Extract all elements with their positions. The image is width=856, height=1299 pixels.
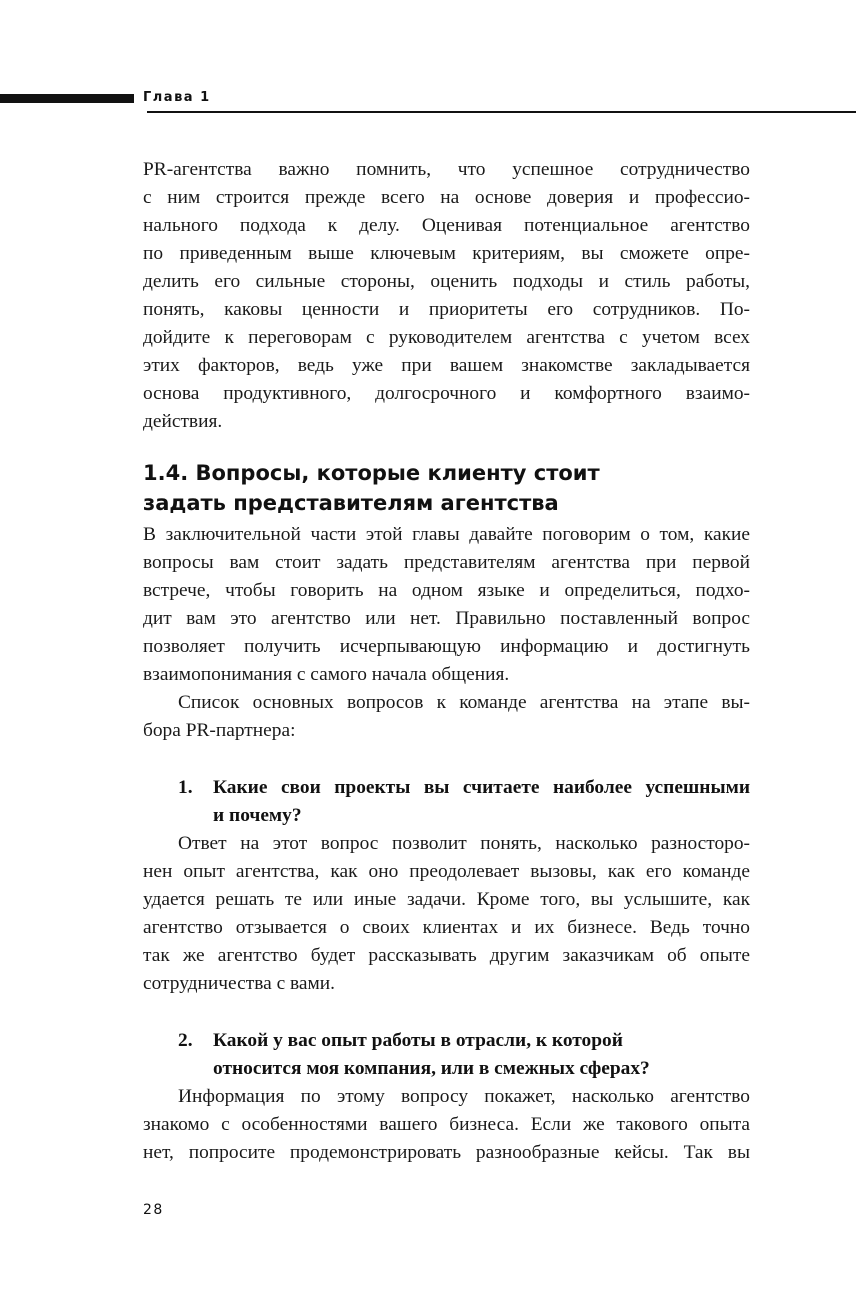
question-line: Какие свои проекты вы считаете наиболее успешными bbox=[213, 777, 750, 798]
text-line: агентство отзывается о своих клиентах и их бизнесе. Ведь точно bbox=[143, 917, 750, 938]
section-heading-line-2: задать представителям агентства bbox=[143, 491, 559, 515]
paragraph-4 bbox=[143, 830, 750, 998]
text-line: взаимопонимания с самого начала общения. bbox=[143, 664, 510, 685]
paragraph-3 bbox=[143, 689, 750, 745]
chapter-label: Глава 1 bbox=[143, 90, 211, 105]
text-line: Список основных вопросов к команде агентства на этапе вы- bbox=[178, 692, 750, 713]
text-line: В заключительной части этой главы давайте поговорим о том, какие bbox=[143, 524, 750, 545]
text-line: вопросы вам стоит задать представителям агентства при первой bbox=[143, 552, 750, 573]
text-line: действия. bbox=[143, 411, 223, 432]
text-line: делить его сильные стороны, оценить подходы и стиль работы, bbox=[143, 271, 750, 292]
text-line: дит вам это агентство или нет. Правильно поставленный вопрос bbox=[143, 608, 750, 629]
text-line: удается решать те или иные задачи. Кроме того, вы услышите, как bbox=[143, 889, 750, 910]
text-line: дойдите к переговорам с руководителем агентства с учетом всех bbox=[143, 327, 750, 348]
paragraph-1 bbox=[143, 156, 750, 436]
question-text bbox=[213, 774, 750, 830]
header-rule bbox=[147, 111, 856, 113]
text-line: нет, попросите продемонстрировать разнообразные кейсы. Так вы bbox=[143, 1142, 750, 1163]
text-line: PR-агентства важно помнить, что успешное сотрудничество bbox=[143, 159, 750, 180]
paragraph-2 bbox=[143, 521, 750, 689]
header-bar bbox=[0, 94, 134, 103]
text-line: нен опыт агентства, как оно преодолевает вызовы, как его команде bbox=[143, 861, 750, 882]
question-line: Какой у вас опыт работы в отрасли, к которой bbox=[213, 1030, 623, 1051]
text-line: основа продуктивного, долгосрочного и комфортного взаимо- bbox=[143, 383, 750, 404]
question-number: 2. bbox=[178, 1030, 193, 1051]
text-line: так же агентство будет рассказывать другим заказчикам об опыте bbox=[143, 945, 750, 966]
text-line: Информация по этому вопросу покажет, насколько агентство bbox=[178, 1086, 750, 1107]
text-line: позволяет получить исчерпывающую информацию и достигнуть bbox=[143, 636, 750, 657]
text-line: встрече, чтобы говорить на одном языке и определиться, подхо- bbox=[143, 580, 750, 601]
question-line: и почему? bbox=[213, 805, 302, 826]
text-line: знакомо с особенностями вашего бизнеса. Если же такового опыта bbox=[143, 1114, 750, 1135]
text-line: с ним строится прежде всего на основе доверия и профессио- bbox=[143, 187, 750, 208]
text-line: бора PR-партнера: bbox=[143, 720, 296, 741]
text-line: сотрудничества с вами. bbox=[143, 973, 336, 994]
section-heading bbox=[143, 458, 763, 518]
text-line: нального подхода к делу. Оценивая потенциальное агентство bbox=[143, 215, 750, 236]
text-line: понять, каковы ценности и приоритеты его сотрудников. По- bbox=[143, 299, 750, 320]
question-text bbox=[213, 1027, 750, 1083]
question-number: 1. bbox=[178, 777, 193, 798]
text-line: Ответ на этот вопрос позволит понять, насколько разносторо- bbox=[178, 833, 750, 854]
page-number: 28 bbox=[143, 1202, 164, 1218]
paragraph-5 bbox=[143, 1083, 750, 1167]
question-line: относится моя компания, или в смежных сферах? bbox=[213, 1058, 650, 1079]
text-line: этих факторов, ведь уже при вашем знакомстве закладывается bbox=[143, 355, 750, 376]
text-line: по приведенным выше ключевым критериям, вы сможете опре- bbox=[143, 243, 750, 264]
section-heading-line-1: 1.4. Вопросы, которые клиенту стоит bbox=[143, 461, 600, 485]
